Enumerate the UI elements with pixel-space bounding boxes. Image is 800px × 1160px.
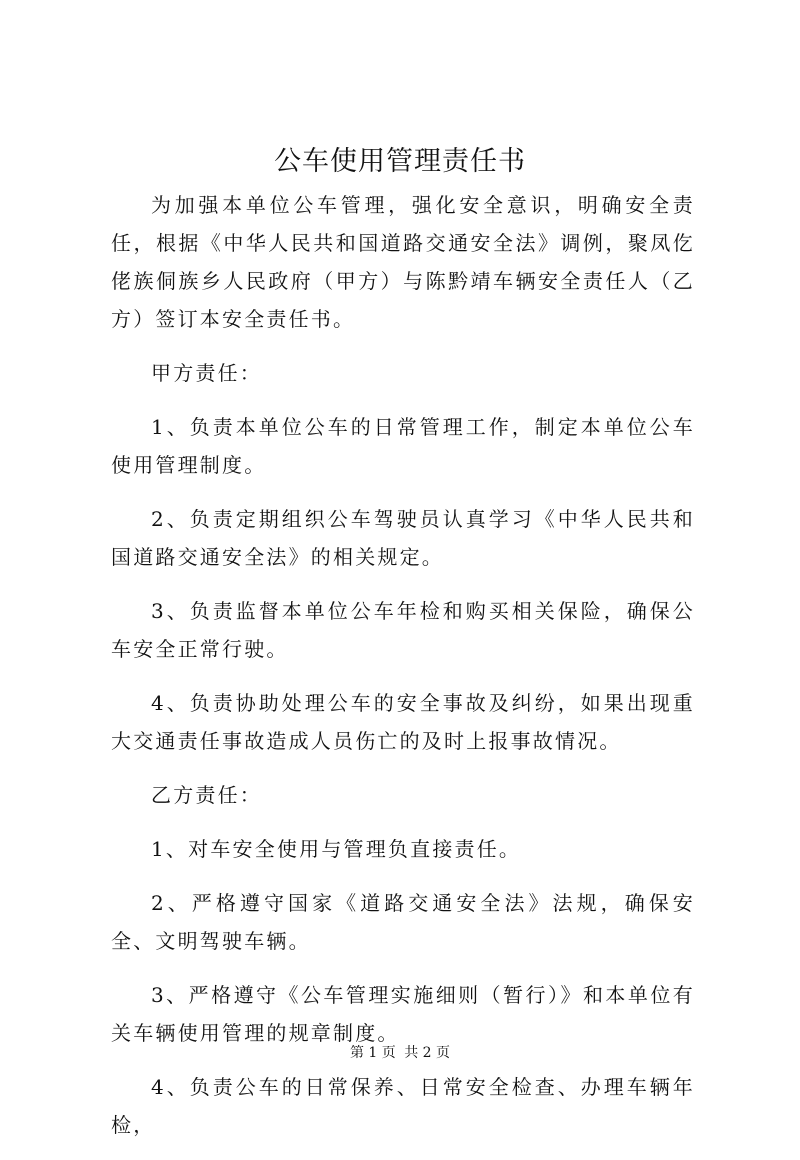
- document-title: 公车使用管理责任书: [274, 146, 526, 177]
- page-total: 共 2 页: [404, 1045, 451, 1061]
- party-a-heading: 甲方责任：: [151, 361, 262, 385]
- party-b-heading: 乙方责任：: [151, 783, 262, 807]
- page-number: 第 1 页: [349, 1045, 396, 1061]
- party-b-item-4: 4、负责公车的日常保养、日常安全检查、办理车辆年检，: [111, 1075, 695, 1137]
- party-a-item-4: 4、负责协助处理公车的安全事故及纠纷，如果出现重大交通责任事故造成人员伤亡的及时上报事故情况。: [111, 691, 695, 753]
- document-body: [111, 186, 695, 1160]
- party-b-item-1: 1、对车安全使用与管理负直接责任。: [151, 837, 522, 861]
- party-a-item-3: 3、负责监督本单位公车年检和购买相关保险，确保公车安全正常行驶。: [111, 599, 695, 661]
- party-b-item-3: 3、严格遵守《公车管理实施细则（暂行）》和本单位有关车辆使用管理的规章制度。: [111, 983, 695, 1045]
- party-a-item-2: 2、负责定期组织公车驾驶员认真学习《中华人民共和国道路交通安全法》的相关规定。: [111, 507, 695, 569]
- party-b-item-2: 2、严格遵守国家《道路交通安全法》法规，确保安全、文明驾驶车辆。: [111, 891, 695, 953]
- page-footer: [0, 1043, 800, 1063]
- party-a-item-1: 1、负责本单位公车的日常管理工作，制定本单位公车使用管理制度。: [111, 415, 695, 477]
- intro-paragraph: 为加强本单位公车管理，强化安全意识，明确安全责任，根据《中华人民共和国道路交通安全法》调例，聚凤仡佬族侗族乡人民政府（甲方）与陈黔靖车辆安全责任人（乙方）签订本安全责任书。: [111, 193, 695, 331]
